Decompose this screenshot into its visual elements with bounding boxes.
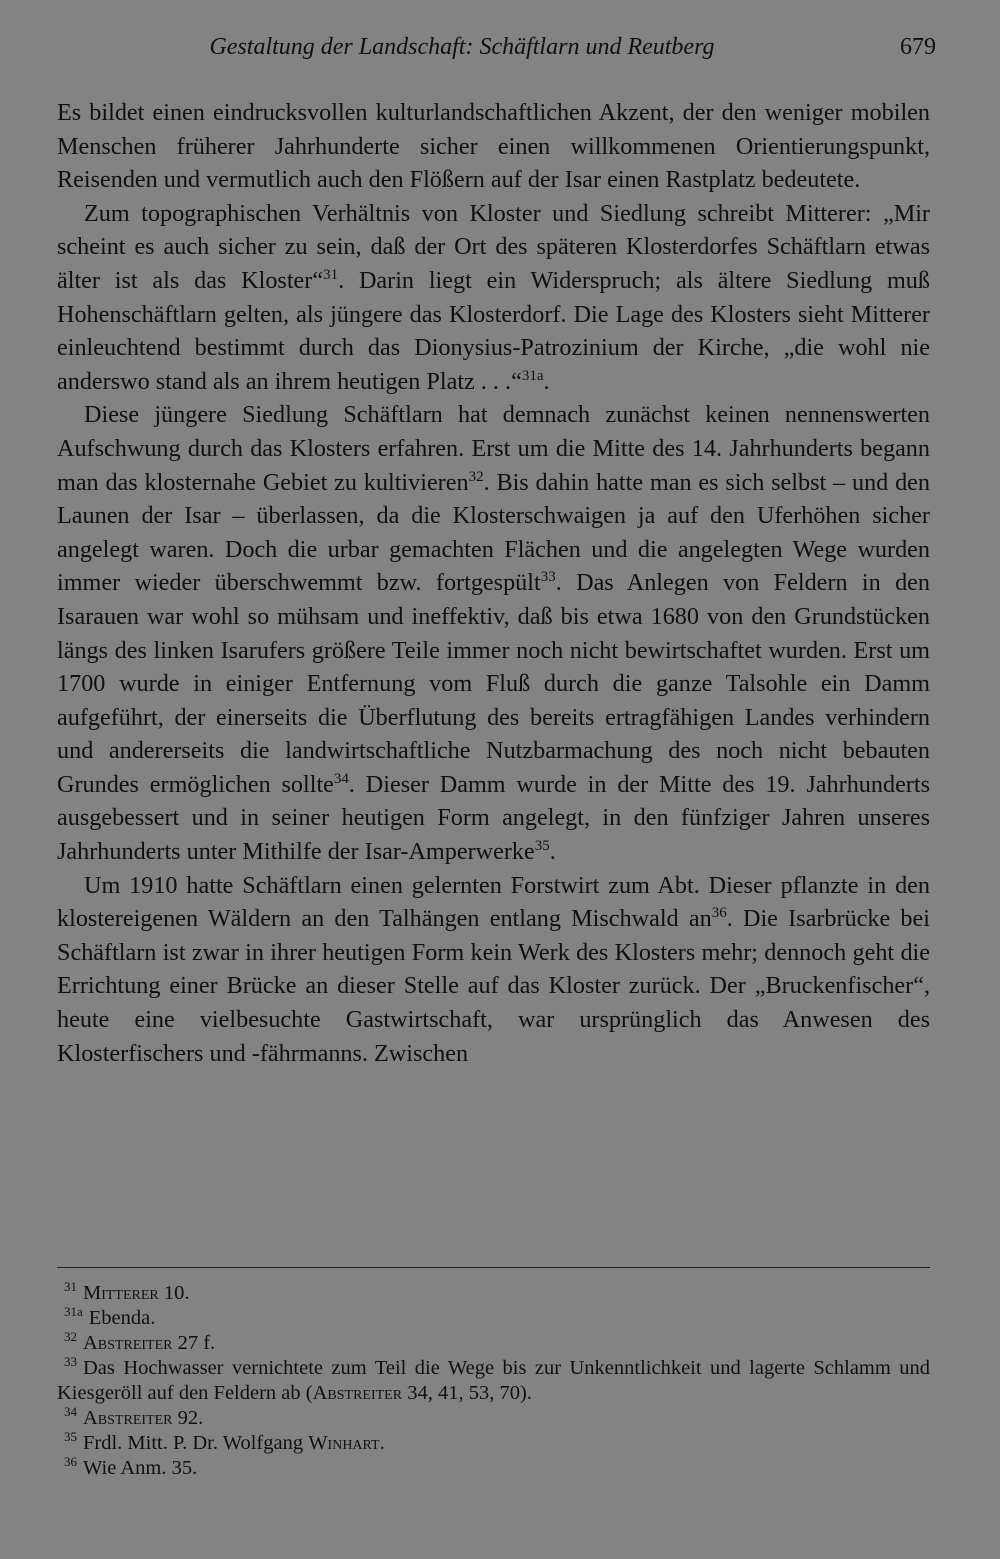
footnote-divider [57, 1267, 930, 1268]
footnote-number: 36 [64, 1454, 77, 1469]
paragraph [57, 869, 930, 1071]
footnote-ref[interactable]: 31a [521, 367, 544, 384]
running-title: Gestaltung der Landschaft: Schäftlarn und Reutberg [209, 34, 715, 60]
paragraph-text: Diese jüngere Siedlung Schäftlarn hat demnach zunächst keinen nennenswerten Aufschwung durch das Klosters erfahren. Erst um die Mitte des 14. Jahrhunderts begann man das klosternahe Gebiet zu kultivieren [57, 401, 930, 496]
author-name: Abstreiter [83, 1407, 173, 1429]
footnote [57, 1331, 930, 1356]
page-number: 679 [900, 34, 936, 60]
footnote-text: 34, 41, 53, 70). [402, 1382, 532, 1404]
footnote-number: 32 [64, 1329, 77, 1344]
paragraph-text: Um 1910 hatte Schäftlarn einen gelernten Forstwirt zum Abt. Dieser pflanzte in den klostereigenen Wäldern an den Talhängen entlang Mischwald an [57, 871, 930, 933]
footnote-text: . [379, 1432, 385, 1454]
author-name: Winhart [308, 1432, 380, 1454]
footnote-text: 27 f. [172, 1332, 216, 1354]
footnote-number: 34 [64, 1404, 77, 1419]
footnote-ref[interactable]: 35 [534, 838, 550, 855]
footnote-text: Wie Anm. 35. [83, 1457, 198, 1479]
footnote [57, 1281, 930, 1306]
footnote-text: 10. [158, 1282, 190, 1304]
footnote-number: 31 [64, 1279, 77, 1294]
paragraph-text: Zum topographischen Verhältnis von Kloster und Siedlung schreibt Mitterer: „Mir scheint es auch sicher zu sein, daß der Ort des späteren Klosterdorfes Schäftlarn etwas älter ist als das Kloster“ [57, 199, 930, 294]
paragraph-text: . [543, 367, 550, 395]
footnote-ref[interactable]: 32 [468, 468, 484, 485]
footnote-number: 31a [64, 1304, 83, 1319]
footnotes [57, 1281, 930, 1481]
footnote-number: 35 [64, 1429, 77, 1444]
paragraph [57, 96, 930, 197]
paragraph [57, 398, 930, 868]
paragraph-text: . Dieser Damm wurde in der Mitte des 19. Jahrhunderts ausgebessert und in seiner heutigen Form angelegt, in den fünfziger Jahren unseres Jahrhunderts unter Mithilfe der Isar-Amperwerke [57, 770, 930, 866]
footnote-text: Ebenda. [88, 1307, 156, 1329]
footnote-text: 92. [172, 1407, 204, 1429]
paragraph-text: . [549, 838, 556, 866]
footnote-ref[interactable]: 34 [333, 770, 349, 787]
paragraph-text: . Bis dahin hatte man es sich selbst – und den Launen der Isar – überlassen, da die Klosterschwaigen ja auf den Uferhöhen sicher angelegt waren. Doch die urbar gemachten Flächen und die angelegten Wege wurden immer wieder überschwemmt bzw. fortgespült [57, 468, 930, 597]
paragraph-text: Es bildet einen eindrucksvollen kulturlandschaftlichen Akzent, der den weniger mobilen Menschen früherer Jahrhunderte sicher einen willkommenen Orientierungspunkt, Reisenden und vermutlich auch den Flößern auf der Isar einen Rastplatz bedeutete. [57, 99, 930, 194]
footnote [57, 1456, 930, 1481]
author-name: Mitterer [83, 1282, 159, 1304]
footnote-ref[interactable]: 36 [711, 905, 727, 922]
paragraph-text: . Die Isarbrücke bei Schäftlarn ist zwar in ihrer heutigen Form kein Werk des Klosters mehr; dennoch geht die Errichtung einer Brücke an dieser Stelle auf das Kloster zurück. Der „Bruckenfischer“, heute eine vielbesuchte Gastwirtschaft, war ursprünglich das Anwesen des Klosterfischers und -fährmanns. Zwischen [57, 905, 930, 1067]
author-name: Abstreiter [312, 1382, 403, 1404]
footnote-text: Das Hochwasser vernichtete zum Teil die Wege bis zur Unkenntlichkeit und lagerte Schlamm und Kiesgeröll auf den Feldern ab ( [57, 1357, 930, 1404]
main-text [57, 96, 930, 1070]
paragraph [57, 197, 930, 399]
paragraph-text: . Darin liegt ein Widerspruch; als ältere Siedlung muß Hohenschäftlarn gelten, als jüngere das Klosterdorf. Die Lage des Klosters sieht Mitterer einleuchtend bestimmt durch das Dionysius-Patrozinium der Kirche, „die wohl nie anderswo stand als an ihrem heutigen Platz . . .“ [57, 266, 930, 395]
footnote-number: 33 [64, 1354, 77, 1369]
footnote [57, 1306, 930, 1331]
running-header [52, 34, 936, 70]
author-name: Abstreiter [83, 1332, 173, 1354]
footnote [57, 1431, 930, 1456]
footnote-ref[interactable]: 33 [540, 569, 556, 586]
footnote [57, 1406, 930, 1431]
footnote [57, 1356, 930, 1406]
footnote-ref[interactable]: 31 [323, 266, 339, 283]
footnote-text: Frdl. Mitt. P. Dr. Wolfgang [83, 1432, 309, 1454]
paragraph-text: . Das Anlegen von Feldern in den Isarauen war wohl so mühsam und ineffektiv, daß bis etwa 1680 von den Grundstücken längs des linken Isarufers größere Teile immer noch nicht bewirtschaftet wurden. Erst um 1700 wurde in einiger Entfernung vom Fluß durch die ganze Talsohle ein Damm aufgeführt, der einerseits die Überflutung des bereits ertragfähigen Landes verhindern und andererseits die landwirtschaftliche Nutzbarmachung des noch nicht bebauten Grundes ermöglichen sollte [57, 569, 931, 798]
